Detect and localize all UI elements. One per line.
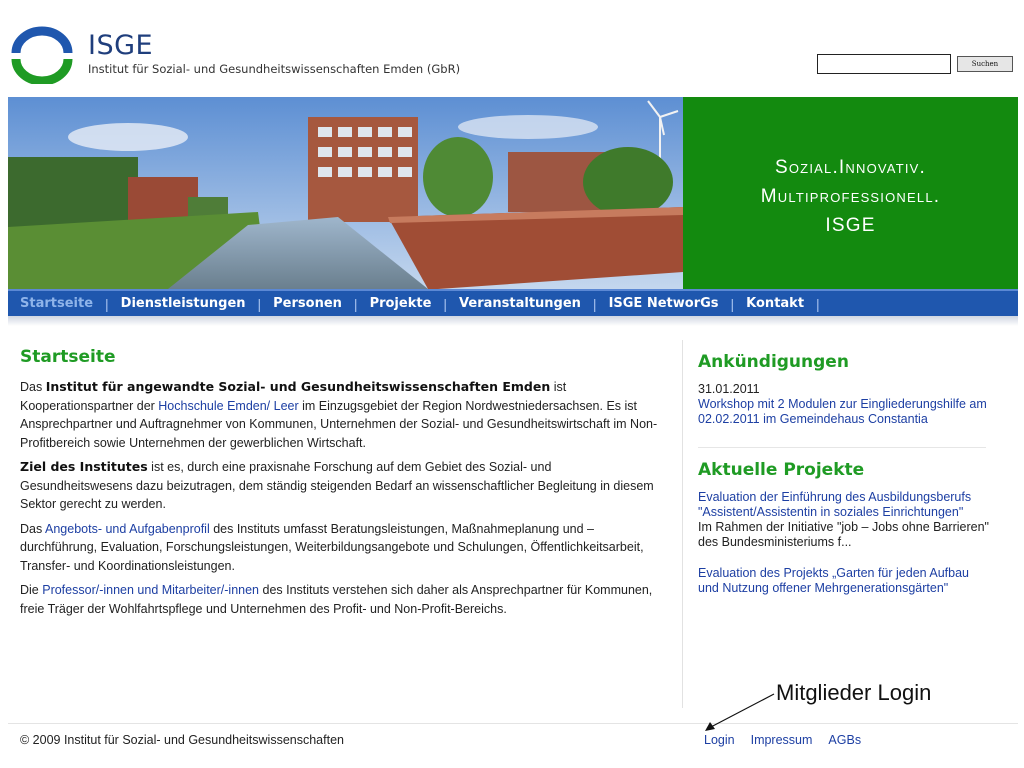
slogan-line: Sozial.Innovativ. (775, 157, 926, 178)
projects-title: Aktuelle Projekte (698, 460, 865, 480)
profile-link[interactable]: Angebots- und Aufgabenprofil (45, 521, 210, 536)
search-button[interactable]: Suchen (957, 56, 1013, 72)
main-content (20, 346, 665, 624)
annotation-label: Mitglieder Login (776, 680, 932, 705)
announcement-link[interactable]: Workshop mit 2 Modulen zur Eingliederungshilfe am 02.02.2011 im Gemeindehaus Constantia (698, 397, 987, 426)
nav-divider: | (257, 295, 262, 312)
brand-subtitle: Institut für Sozial- und Gesundheitswissenschaften Emden (GbR) (88, 62, 461, 76)
intro-paragraph (20, 378, 665, 452)
text: Das (20, 380, 46, 394)
nav-divider: | (592, 295, 597, 312)
column-divider (682, 340, 683, 708)
copyright-text: © 2009 Institut für Sozial- und Gesundheitswissenschaften (20, 733, 344, 747)
nav-shadow (8, 316, 1018, 326)
staff-link[interactable]: Professor/-innen und Mitarbeiter/-innen (42, 583, 260, 597)
nav-item-kontakt[interactable]: Kontakt (746, 296, 805, 311)
nav-item-isge-networgs[interactable]: ISGE NetworGs (608, 296, 719, 311)
brand-name[interactable]: ISGE (88, 30, 154, 61)
text: des Instituts umfasst Beratungsleistungen, Maßnahmeplanung und –durchführung, Evaluation, Forschungsleistungen, Weiterbildungsangebote und Schulungen, Öffentlichkeitsarbeit, Transfer- und Koordinationsleistungen. (20, 521, 644, 573)
sidebar-divider (698, 447, 986, 448)
sidebar (698, 350, 993, 612)
hero-banner (8, 97, 1018, 289)
text: ist es, durch eine praxisnahe Forschung auf dem Gebiet des Sozial- und Gesundheitswesens dazu beizutragen, dem ständig steigenden Bedarf an wissenschaftlicher Begleitung in diesem Sektor gerecht zu werden. (20, 460, 654, 511)
login-link[interactable]: Login (704, 733, 735, 747)
profile-paragraph (20, 520, 665, 576)
hochschule-link[interactable]: Hochschule Emden/ Leer (158, 398, 299, 413)
nav-item-projekte[interactable]: Projekte (369, 296, 432, 311)
text: Das (20, 521, 46, 536)
campus-photo (8, 97, 683, 289)
nav-divider: | (353, 295, 358, 312)
nav-item-startseite[interactable]: Startseite (20, 296, 94, 311)
nav-divider: | (730, 295, 735, 312)
page-title: Startseite (20, 347, 116, 367)
nav-item-veranstaltungen[interactable]: Veranstaltungen (459, 296, 581, 311)
nav-item-dienstleistungen[interactable]: Dienstleistungen (120, 296, 246, 311)
announcement-date: 31.01.2011 (698, 382, 760, 396)
bold-text: Ziel des Institutes (20, 459, 148, 474)
annotation-arrow-icon (700, 690, 780, 735)
text: des Instituts verstehen sich daher als Ansprechpartner für Kommunen, freie Träger der Wohlfahrtspflege und Unternehmen des Profit- und Non-Profit-Bereichs. (20, 583, 653, 616)
nav-divider: | (816, 295, 820, 312)
text: Die (20, 583, 43, 597)
slogan-line: Multiprofessionell. (760, 186, 941, 207)
footer-divider (8, 723, 1018, 724)
text: im Einzugsgebiet der Region Nordwestniedersachsen. Es ist Ansprechpartner und Auftragnehmer von Kommunen, Unternehmen der Sozial- und Gesundheitswirtschaft im Non-Profitbereich sowie Unternehmen der gewerblichen Wirtschaft. (20, 398, 658, 450)
bold-text: Institut für angewandte Sozial- und Gesundheitswissenschaften Emden (45, 379, 551, 394)
search-input[interactable] (817, 54, 951, 74)
main-navigation (8, 289, 1018, 316)
nav-item-personen[interactable]: Personen (273, 296, 342, 311)
staff-paragraph (20, 581, 665, 618)
project-item (698, 566, 993, 596)
slogan-panel (683, 97, 1018, 289)
project-item (698, 490, 993, 550)
nav-divider: | (443, 295, 448, 312)
project-link[interactable]: Evaluation des Projekts „Garten für jeden Aufbau und Nutzung offener Mehrgenerationsgärten" (698, 566, 969, 595)
project-link[interactable]: Evaluation der Einführung des Ausbildungsberufs "Assistent/Assistentin in soziales Einrichtungen" (698, 490, 972, 519)
goal-paragraph (20, 458, 665, 514)
agbs-link[interactable]: AGBs (828, 733, 862, 747)
nav-divider: | (105, 295, 109, 312)
slogan-line: ISGE (825, 215, 876, 236)
project-text: Im Rahmen der Initiative "job – Jobs ohne Barrieren" des Bundesministeriums f... (698, 520, 989, 549)
announcements-title: Ankündigungen (698, 352, 849, 372)
text: ist Kooperationspartner der (20, 380, 567, 413)
footer-links (704, 733, 861, 747)
isge-logo-icon[interactable] (10, 26, 74, 84)
impressum-link[interactable]: Impressum (750, 733, 813, 747)
site-header (0, 0, 1024, 97)
